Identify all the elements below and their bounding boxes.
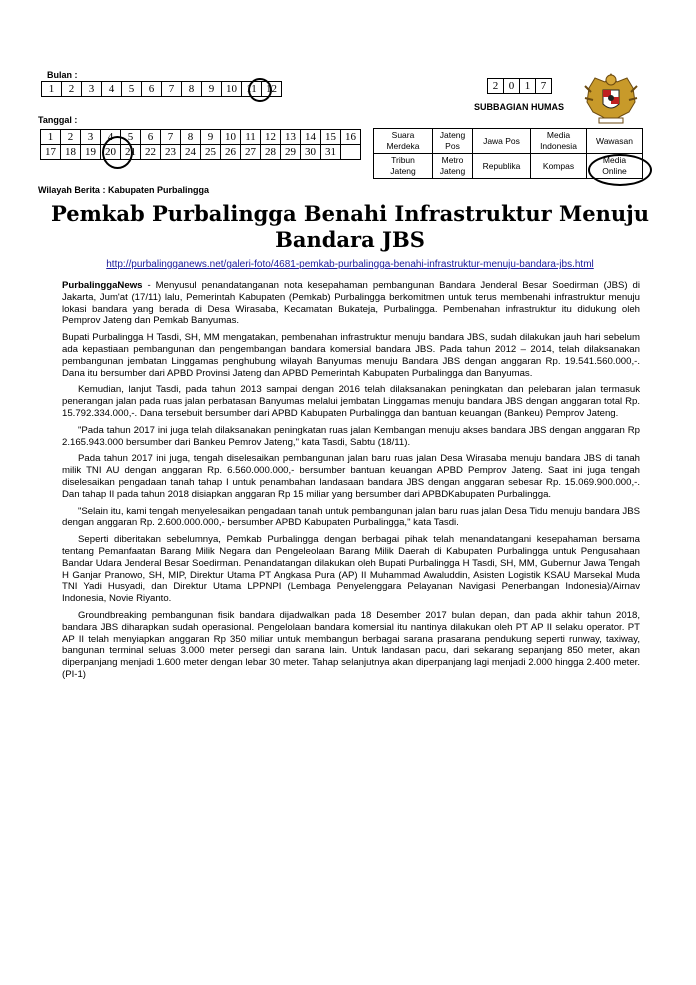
year-digit: 7: [536, 79, 552, 94]
date-cell: 10: [221, 130, 241, 145]
paragraph-8: Groundbreaking pembangunan fisik bandara dijadwalkan pada 18 Desember 2017 bulan depan, dan pada akhir tahun 2018, bandara JBS diharapkan sudah operasional. Pengelolaan bandara komersial itu nantinya dilakukan oleh PT AP II selaku operator. PT AP II telah menyiapkan anggaran Rp 350 miliar untuk membangun berbagai sarana prasarana pendukung seperti runway, taxiway, bangunan terminal seluas 3.000 meter persegi dan sarana lain. Untuk landasan pacu, dari sekarang sepanjang 850 meter, akan diperpanjang menjadi 1.600 meter dengan lebar 30 meter. Tahap selanjutnya akan diperpanjang lagi menjadi 2.000 hingga 2.400 meter. (PI-1): [62, 609, 640, 680]
month-cell: 3: [82, 82, 102, 97]
media-kompas: Kompas: [531, 154, 587, 179]
month-cell: 10: [222, 82, 242, 97]
media-indonesia: Media Indonesia: [531, 129, 587, 154]
tanggal-table: [40, 129, 361, 160]
selected-date-circle: [102, 136, 133, 169]
bulan-table: [41, 81, 282, 97]
date-cell: 5: [121, 130, 141, 145]
date-cell: 20: [101, 145, 121, 160]
month-cell: 11: [242, 82, 262, 97]
year-digit: 2: [488, 79, 504, 94]
date-cell-empty: [341, 145, 361, 160]
month-cell: 8: [182, 82, 202, 97]
department-name: SUBBAGIAN HUMAS: [474, 102, 564, 112]
date-cell: 26: [221, 145, 241, 160]
paragraph-2: Bupati Purbalingga H Tasdi, SH, MM mengatakan, pembenahan infrastruktur menuju bandara JBS, sudah dilakukan jauh hari sebelum ada kepastiaan pembangunan dan pengembangan bandara komersial bandara JBS. Pada tahun 2012 – 2014, telah dilaksanakan pembangunan jembatan Linggamas penghubung wilayah Banyumas menuju Bandara JBS dengan anggaran Rp. 19.541.560.000,-. Dana itu bersumber dari APBD Provinsi Jateng dan APBD Pemerintah Kabupaten Purbalingga dan Banyumas.: [62, 332, 640, 379]
media-wawasan: Wawasan: [587, 129, 643, 154]
month-cell: 1: [42, 82, 62, 97]
media-republika: Republika: [473, 154, 531, 179]
month-cell: 9: [202, 82, 222, 97]
date-cell: 11: [241, 130, 261, 145]
month-cell: 2: [62, 82, 82, 97]
month-cell: 7: [162, 82, 182, 97]
date-cell: 21: [121, 145, 141, 160]
date-cell: 24: [181, 145, 201, 160]
date-cell: 15: [321, 130, 341, 145]
article-title: [30, 201, 670, 253]
date-cell: 2: [61, 130, 81, 145]
date-cell: 6: [141, 130, 161, 145]
date-cell: 28: [261, 145, 281, 160]
media-suara-merdeka: Suara Merdeka: [374, 129, 433, 154]
article-title-line2: Bandara JBS: [275, 227, 425, 252]
media-online: Media Online: [587, 154, 643, 179]
tanggal-label: Tanggal :: [38, 115, 78, 125]
date-cell: 1: [41, 130, 61, 145]
date-cell: 16: [341, 130, 361, 145]
media-jateng-pos: Jateng Pos: [433, 129, 473, 154]
garuda-logo: [583, 68, 639, 128]
article-brand: PurbalinggaNews: [62, 280, 143, 291]
year-digit: 1: [520, 79, 536, 94]
month-cell: 6: [142, 82, 162, 97]
paragraph-4: "Pada tahun 2017 ini juga telah dilaksanakan peningkatan ruas jalan Kembangan menuju akses bandara JBS dengan anggaran Rp 2.165.943.000 bersumber dari Bankeu Pemrov Jateng," kata Tasdi, Sabtu (18/11).: [62, 424, 640, 448]
date-cell: 13: [281, 130, 301, 145]
year-digit: 0: [504, 79, 520, 94]
date-cell: 8: [181, 130, 201, 145]
date-cell: 14: [301, 130, 321, 145]
month-cell: 5: [122, 82, 142, 97]
year-box: [487, 78, 552, 94]
month-cell: 12: [262, 82, 282, 97]
media-jawa-pos: Jawa Pos: [473, 129, 531, 154]
date-cell: 9: [201, 130, 221, 145]
date-cell: 29: [281, 145, 301, 160]
date-cell: 17: [41, 145, 61, 160]
date-cell: 30: [301, 145, 321, 160]
selected-month-circle: [248, 78, 272, 102]
date-cell: 12: [261, 130, 281, 145]
date-cell: 7: [161, 130, 181, 145]
date-cell: 31: [321, 145, 341, 160]
paragraph-6: "Selain itu, kami tengah menyelesaikan pengadaan tanah untuk pembangunan jalan baru ruas jalan Desa Tidu menuju bandara JBS dengan anggaran Rp. 2.600.000.000,- bersumber APBD Kabupaten Purbalingga," kata Tasdi.: [62, 505, 640, 529]
date-cell: 27: [241, 145, 261, 160]
paragraph-5: Pada tahun 2017 ini juga, tengah diselesaikan pembangunan jalan baru ruas jalan Desa Wirasaba menuju bandara JBS di tanah milik TNI AU dengan anggaran Rp. 6.560.000.000,- bersumber bantuan keuangan APBD Pemprov Jateng. Saat ini juga tengah diselesaikan pengadaan tanah tahap I untuk penambahan landasaan bandara JBS dengan anggaran sebesar Rp. 15.069.900.000,-. Dan tahap II pada tahun 2018 disiapkan anggaran Rp 15 miliar yang bersumber dari APBDKabupaten Purbalingga.: [62, 453, 640, 500]
selected-media-circle: [588, 154, 652, 186]
date-cell: 23: [161, 145, 181, 160]
wilayah-berita: Wilayah Berita : Kabupaten Purbalingga: [38, 185, 209, 195]
date-cell: 25: [201, 145, 221, 160]
month-cell: 4: [102, 82, 122, 97]
date-cell: 18: [61, 145, 81, 160]
media-tribun-jateng: Tribun Jateng: [374, 154, 433, 179]
paragraph-1: PurbalinggaNews - Menyusul penandatanganan nota kesepahaman pembangunan Bandara Jenderal Besar Soedirman (JBS) di Jakarta, Jum'at (17/11) lalu, Pemerintah Kabupaten (Pemkab) Purbalingga berkomitmen untuk terus membenahi infrastruktur menuju lokasi bandara yang berada di Desa Wirasaba, Kecamatan Bukateja, Purbalingga. Pembenahan infrastruktur itu didukung oleh Pemprov Jateng dan Pemkab Banyumas.: [62, 280, 640, 327]
paragraph-7: Seperti diberitakan sebelumnya, Pemkab Purbalingga dengan berbagai pihak telah menandatangani kesepahaman bersama tentang Pemanfaatan Barang Milik Negara dan Pengeleolaan Barang Milik Daerah di Kabupaten Purbalingga untuk Pengusahaan Bandar Udara Jenderal Besar Soedirman. Penandatangan dilakukan oleh Bupati Purbalingga H Tasdi, SH, MM, Gubernur Jawa Tengah H Ganjar Pranowo, SH, MIP, Direktur Utama PT Angkasa Pura (AP) II Muhammad Awaluddin, Asisten Logistik KSAU Marsekal Muda TNI Yadi Husyadi, dan Direktur Utama LPPNPI (Lembaga Penyelenggara Pelayanan Navigasi Penerbangan Indonesia)/Airnav Indonesia, Novie Riyanto.: [62, 534, 640, 605]
paragraph-3: Kemudian, lanjut Tasdi, pada tahun 2013 sampai dengan 2016 telah dilaksanakan peningkatan dan pelebaran jalan termasuk penerangan jalan pada ruas jalan perbatasan Banyumas melalui jembatan Linggamas menuju bandara JBS dengan anggaran total Rp. 15.792.334.000,-. Dana tersebuit bersumber dari APBD Kabupaten Purbalingga dan bantuan keuangan (Bankeu) Pemprov Jateng.: [62, 384, 640, 419]
date-cell: 22: [141, 145, 161, 160]
article-body: [62, 280, 640, 686]
article-url[interactable]: http://purbalingganews.net/galeri-foto/4681-pemkab-purbalingga-benahi-infrastruktur-menuju-bandara-jbs.html: [106, 259, 594, 270]
article-title-line1: Pemkab Purbalingga Benahi Infrastruktur Menuju: [51, 201, 649, 226]
media-metro-jateng: Metro Jateng: [433, 154, 473, 179]
bulan-label: Bulan :: [47, 70, 78, 80]
date-cell: 19: [81, 145, 101, 160]
date-cell: 3: [81, 130, 101, 145]
date-cell: 4: [101, 130, 121, 145]
